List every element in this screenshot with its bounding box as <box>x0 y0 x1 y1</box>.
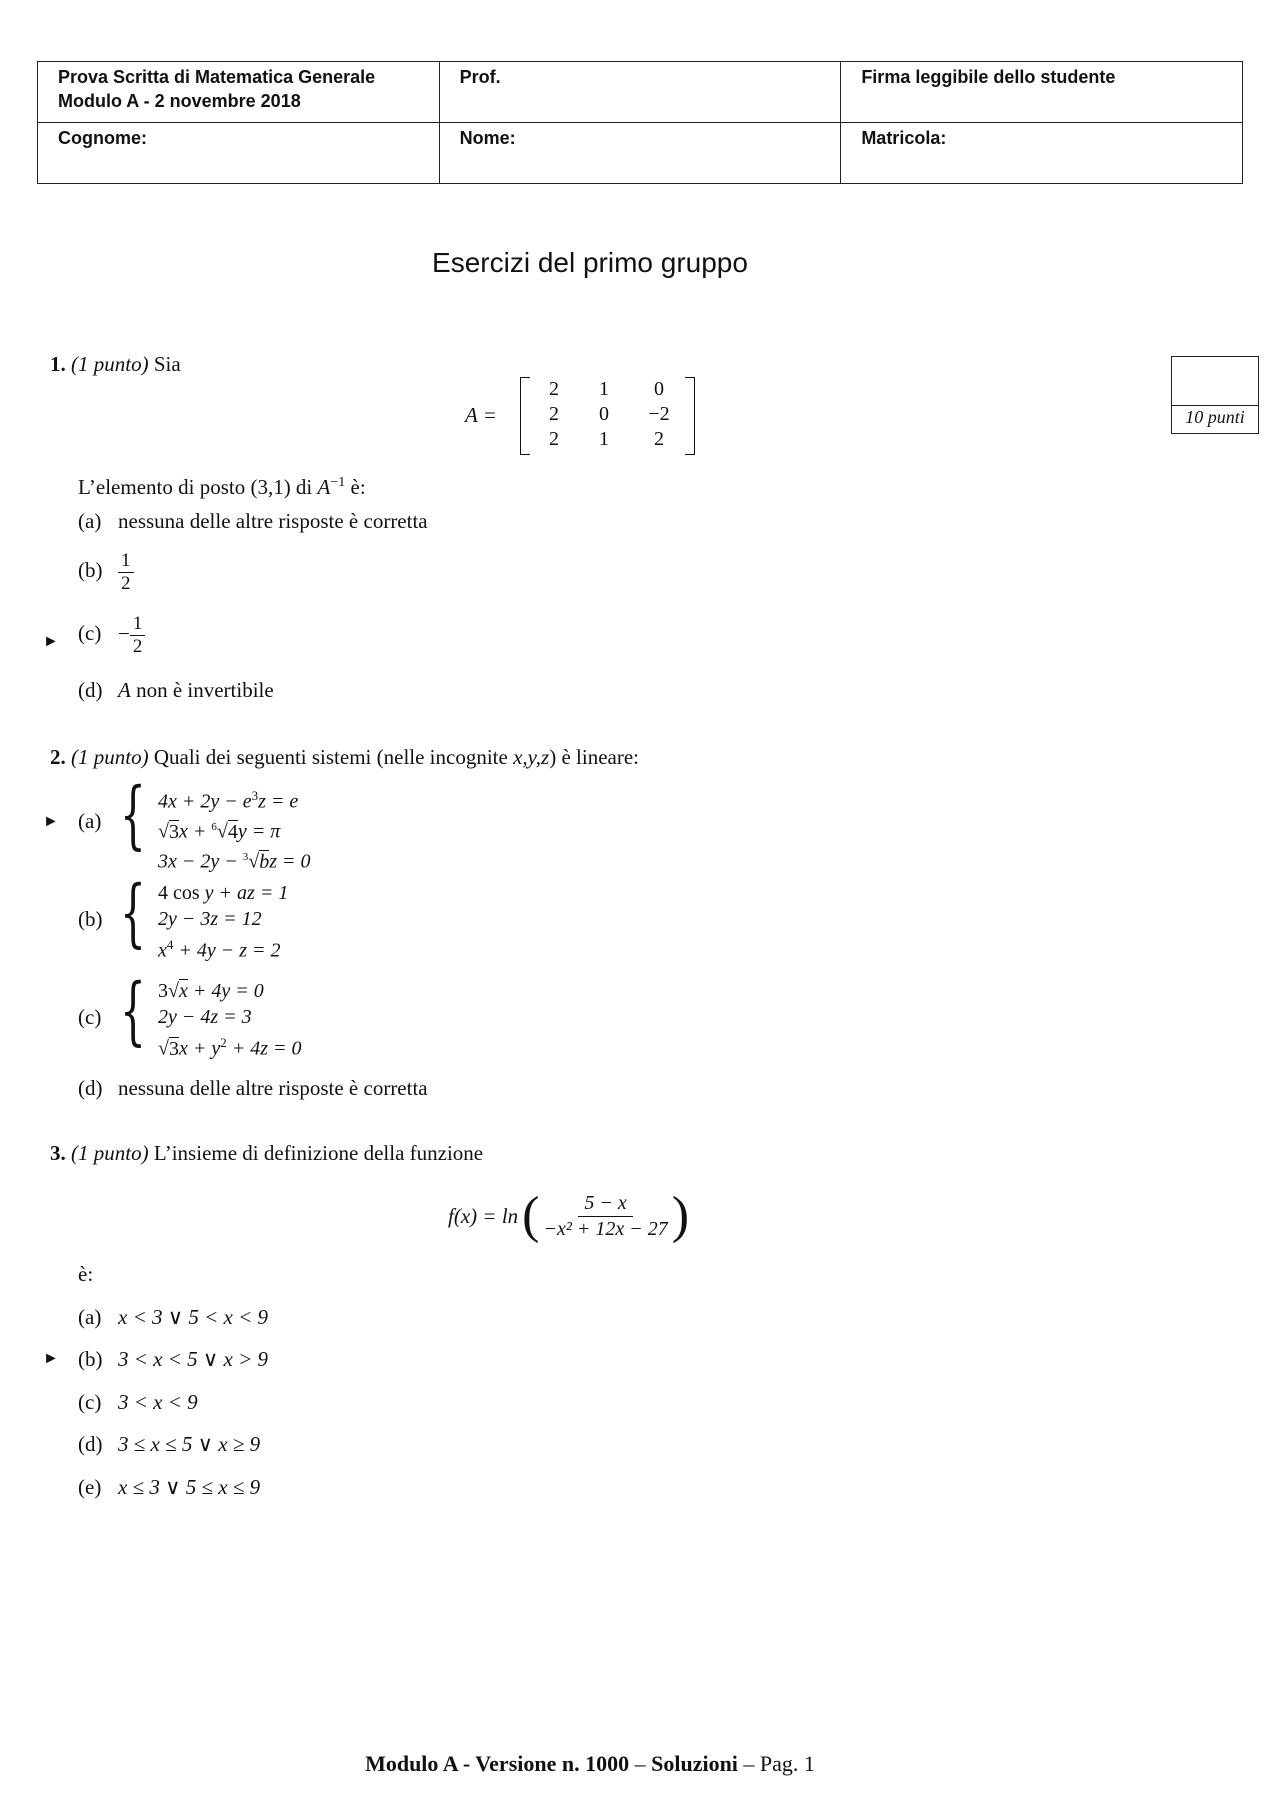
option-label: (a) <box>78 809 102 833</box>
q3-text: L’insieme di definizione della funzione <box>153 1141 484 1165</box>
option-label: (d) <box>78 1432 103 1456</box>
option-text: nessuna delle altre risposte è corretta <box>118 1076 428 1100</box>
fraction <box>130 613 146 658</box>
q3-option-c[interactable] <box>78 1390 198 1414</box>
exam-title-line2: Modulo A - 2 novembre 2018 <box>58 91 301 111</box>
system-equation: 3√x + 4y = 0 <box>158 980 264 1002</box>
q2-option-c[interactable] <box>78 1005 118 1029</box>
option-sym: A <box>118 678 131 702</box>
option-label: (a) <box>78 509 102 533</box>
option-label: (c) <box>78 1390 102 1414</box>
fraction-num: 1 <box>130 613 146 636</box>
left-brace-icon: { <box>120 968 146 1054</box>
q3-points: (1 punto) <box>71 1141 149 1165</box>
q2-option-a[interactable] <box>78 809 118 833</box>
q1-heading <box>50 352 181 376</box>
system-equation: $√3x + y^2 + 4z = 0$ <box>158 1035 302 1060</box>
surname-label: Cognome: <box>58 128 147 148</box>
system-equation: $4x + 2y - e^3z = e$ <box>158 788 299 813</box>
matrix-right-bracket <box>685 377 695 455</box>
q2-number: 2. <box>50 745 66 769</box>
q2-option-b[interactable] <box>78 907 118 931</box>
matrix-cell: 1 <box>599 428 609 450</box>
option-label: (d) <box>78 678 103 702</box>
option-text: non è invertibile <box>136 678 274 702</box>
fraction-num: 1 <box>118 550 134 573</box>
system-equation: √3x + $^6$√4y = π <box>158 820 281 843</box>
fraction-den: 2 <box>121 573 131 594</box>
q2-option-d[interactable] <box>78 1076 428 1100</box>
q1-intro: Sia <box>153 352 181 376</box>
signature-cell[interactable] <box>841 62 1243 123</box>
surname-cell[interactable] <box>38 123 440 184</box>
q3-option-e[interactable] <box>78 1475 260 1499</box>
answer-marker-icon: ► <box>43 1350 59 1367</box>
fraction-num: 5 − x <box>578 1191 632 1217</box>
option-text: 3 ≤ x ≤ 5 ∨ x ≥ 9 <box>118 1432 261 1456</box>
option-label: (a) <box>78 1305 102 1329</box>
matrix-cell: 2 <box>654 428 664 450</box>
score-divider <box>1172 405 1258 406</box>
matrix-cell: 2 <box>549 428 559 450</box>
q2-points: (1 punto) <box>71 745 149 769</box>
footer-module: Modulo A - Versione n. 1000 <box>365 1751 630 1776</box>
option-text: x < 3 ∨ 5 < x < 9 <box>118 1305 269 1329</box>
option-text: 3 < x < 5 ∨ x > 9 <box>118 1347 269 1371</box>
q3-tail: è: <box>78 1262 94 1286</box>
fraction <box>118 550 134 595</box>
q1-points: (1 punto) <box>71 352 149 376</box>
footer-solutions: Soluzioni <box>651 1751 738 1776</box>
q3-heading <box>50 1141 483 1165</box>
matricola-label: Matricola: <box>861 128 947 148</box>
option-text: x ≤ 3 ∨ 5 ≤ x ≤ 9 <box>118 1475 261 1499</box>
option-text: 3 < x < 9 <box>118 1390 198 1414</box>
matrix-cell: −2 <box>648 403 670 425</box>
name-label: Nome: <box>459 128 516 148</box>
option-label: (c) <box>78 1005 102 1029</box>
option-label: (b) <box>78 558 103 583</box>
left-paren-icon: ( <box>522 1187 540 1244</box>
matrix-label: A = <box>465 403 497 427</box>
left-brace-icon: { <box>120 772 146 858</box>
fraction <box>540 1191 670 1242</box>
option-label: (b) <box>78 1347 103 1371</box>
matrix-cell: 0 <box>654 378 664 400</box>
q2-text: Quali dei seguenti sistemi (nelle incognite <box>153 745 508 769</box>
footer-page: Pag. 1 <box>759 1751 815 1776</box>
system-equation: 3x − 2y − $^3$√bz = 0 <box>158 850 311 873</box>
q3-option-d[interactable] <box>78 1432 260 1456</box>
q1-number: 1. <box>50 352 66 376</box>
q2-system-b <box>158 881 288 964</box>
matrix-cell: 2 <box>549 378 559 400</box>
option-text: nessuna delle altre risposte è corretta <box>118 509 428 533</box>
section-title: Esercizi del primo gruppo <box>432 247 748 278</box>
system-equation: 2y − 4z = 3 <box>158 1005 252 1028</box>
left-brace-icon: { <box>120 870 146 956</box>
q2-system-a <box>158 783 311 875</box>
q1-option-a[interactable] <box>78 509 428 533</box>
option-label: (c) <box>78 621 102 646</box>
signature-label: Firma leggibile dello studente <box>861 67 1116 87</box>
fraction-den: 2 <box>132 636 143 657</box>
exam-title-cell <box>38 62 440 123</box>
matrix-cell: 2 <box>549 403 559 425</box>
option-label: (b) <box>78 907 103 931</box>
q1-question-exp: −1 <box>330 475 346 490</box>
q1-question-end: è: <box>350 475 366 499</box>
system-equation: 4 cos y + az = 1 <box>158 882 289 904</box>
score-label: 10 punti <box>1185 407 1245 427</box>
score-box <box>1171 356 1259 434</box>
page-footer <box>0 1751 1180 1777</box>
q2-vars: x,y,z <box>513 745 550 769</box>
q1-option-c[interactable] <box>78 613 145 658</box>
q2-heading <box>50 745 639 769</box>
q1-option-b[interactable] <box>78 550 134 595</box>
answer-marker-icon: ► <box>43 633 59 650</box>
q3-option-a[interactable] <box>78 1305 268 1329</box>
q1-question <box>78 471 366 499</box>
prof-cell[interactable] <box>439 62 841 123</box>
q1-question-sym: A <box>317 475 331 499</box>
name-cell[interactable] <box>439 123 841 184</box>
footer-dash: – <box>634 1751 646 1776</box>
q3-number: 3. <box>50 1141 66 1165</box>
q1-option-d[interactable] <box>78 678 274 702</box>
footer-dash: – <box>743 1751 755 1776</box>
q3-function <box>448 1187 690 1244</box>
func-lhs: f(x) = ln <box>448 1203 519 1228</box>
exam-title-line1: Prova Scritta di Matematica Generale <box>58 67 376 87</box>
q2-system-c <box>158 979 302 1062</box>
matrix-cell: 0 <box>599 403 609 425</box>
q1-question-text: L’elemento di posto (3,1) di <box>78 475 313 499</box>
system-equation: $x^4 + 4y - z = 2$ <box>158 937 281 962</box>
system-equation: 2y − 3z = 12 <box>158 907 262 930</box>
matrix-grid <box>529 377 689 452</box>
right-paren-icon: ) <box>671 1187 690 1244</box>
matrix-cell: 1 <box>599 378 609 400</box>
option-sign: − <box>118 621 130 646</box>
q3-option-b[interactable] <box>78 1347 268 1371</box>
option-label: (e) <box>78 1475 102 1499</box>
prof-label: Prof. <box>459 67 501 87</box>
exam-header-table <box>37 61 1243 184</box>
fraction-den: −x² + 12x − 27 <box>543 1217 668 1240</box>
option-label: (d) <box>78 1076 103 1100</box>
q2-text-end: ) è lineare: <box>549 745 640 769</box>
answer-marker-icon: ► <box>43 813 59 830</box>
matricola-cell[interactable] <box>841 123 1243 184</box>
